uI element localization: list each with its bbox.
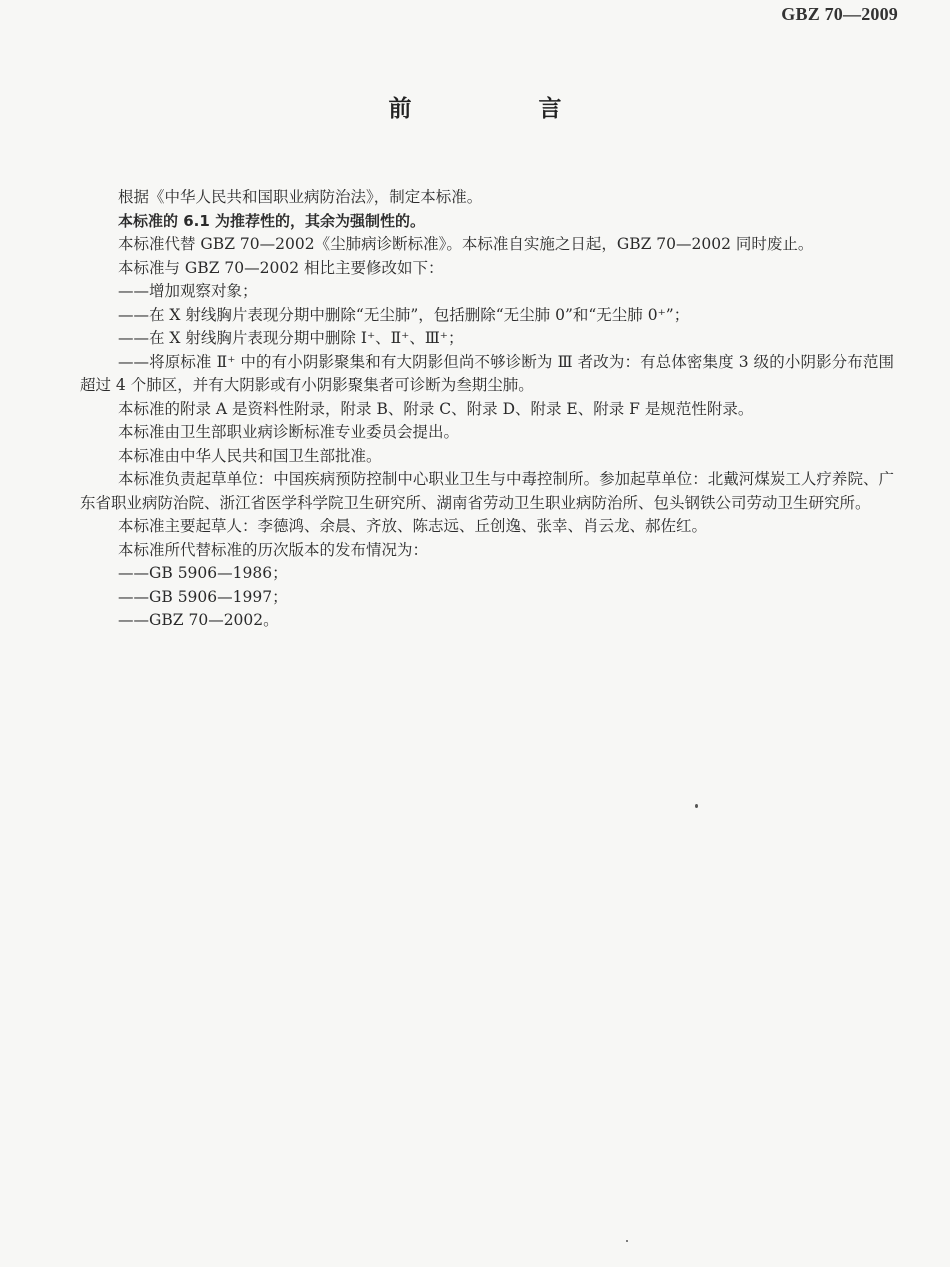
list-item-change-1: ——增加观察对象； <box>118 282 258 300</box>
paragraph-proposed-by: 本标准由卫生部职业病诊断标准专业委员会提出。 <box>118 423 460 441</box>
standard-code-header: GBZ 70—2009 <box>781 4 898 24</box>
paragraph-drafters: 本标准主要起草人：李德鸿、余晨、齐放、陈志远、丘创逸、张幸、肖云龙、郝佐红。 <box>118 517 708 535</box>
paragraph-history-intro: 本标准所代替标准的历次版本的发布情况为： <box>118 540 429 559</box>
list-item-change-4: ——将原标准 Ⅱ⁺ 中的有小阴影聚集和有大阴影但尚不够诊断为 Ⅲ 者改为：有总体密集度 3 级的小阴影分布范围超过 4 个肺区，并有大阴影或有小阴影聚集者可诊断为叁期尘肺。 <box>80 352 894 394</box>
paragraph-drafting-units: 本标准负责起草单位：中国疾病预防控制中心职业卫生与中毒控制所。参加起草单位：北戴河煤炭工人疗养院、广东省职业病防治院、浙江省医学科学院卫生研究所、湖南省劳动卫生职业病防治所、包头钢铁公司劳动卫生研究所。 <box>80 470 894 512</box>
paragraph-replaces: 本标准代替 GBZ 70—2002《尘肺病诊断标准》。本标准自实施之日起，GBZ 70—2002 同时废止。 <box>118 235 814 253</box>
paragraph-recommended-clause: 本标准的 6.1 为推荐性的，其余为强制性的。 <box>118 211 426 230</box>
page-title: 前 言 <box>388 96 614 122</box>
foreword-body <box>80 186 894 633</box>
list-item-change-2: ——在 X 射线胸片表现分期中删除“无尘肺”，包括删除“无尘肺 0”和“无尘肺 0⁺”； <box>118 305 690 324</box>
list-item-history-2: ——GB 5906—1997； <box>118 587 288 606</box>
paragraph-changes-intro: 本标准与 GBZ 70—2002 相比主要修改如下： <box>118 258 444 277</box>
paragraph-approved-by: 本标准由中华人民共和国卫生部批准。 <box>118 446 382 465</box>
scan-speck <box>695 804 698 808</box>
list-item-history-3: ——GBZ 70—2002。 <box>118 611 279 629</box>
list-item-change-3: ——在 X 射线胸片表现分期中删除 Ⅰ⁺、Ⅱ⁺、Ⅲ⁺； <box>118 329 464 347</box>
scan-speck <box>626 1240 628 1242</box>
paragraph-annexes: 本标准的附录 A 是资料性附录，附录 B、附录 C、附录 D、附录 E、附录 F 是规范性附录。 <box>118 399 754 418</box>
paragraph-legal-basis: 根据《中华人民共和国职业病防治法》，制定本标准。 <box>118 188 483 206</box>
list-item-history-1: ——GB 5906—1986； <box>118 564 288 582</box>
